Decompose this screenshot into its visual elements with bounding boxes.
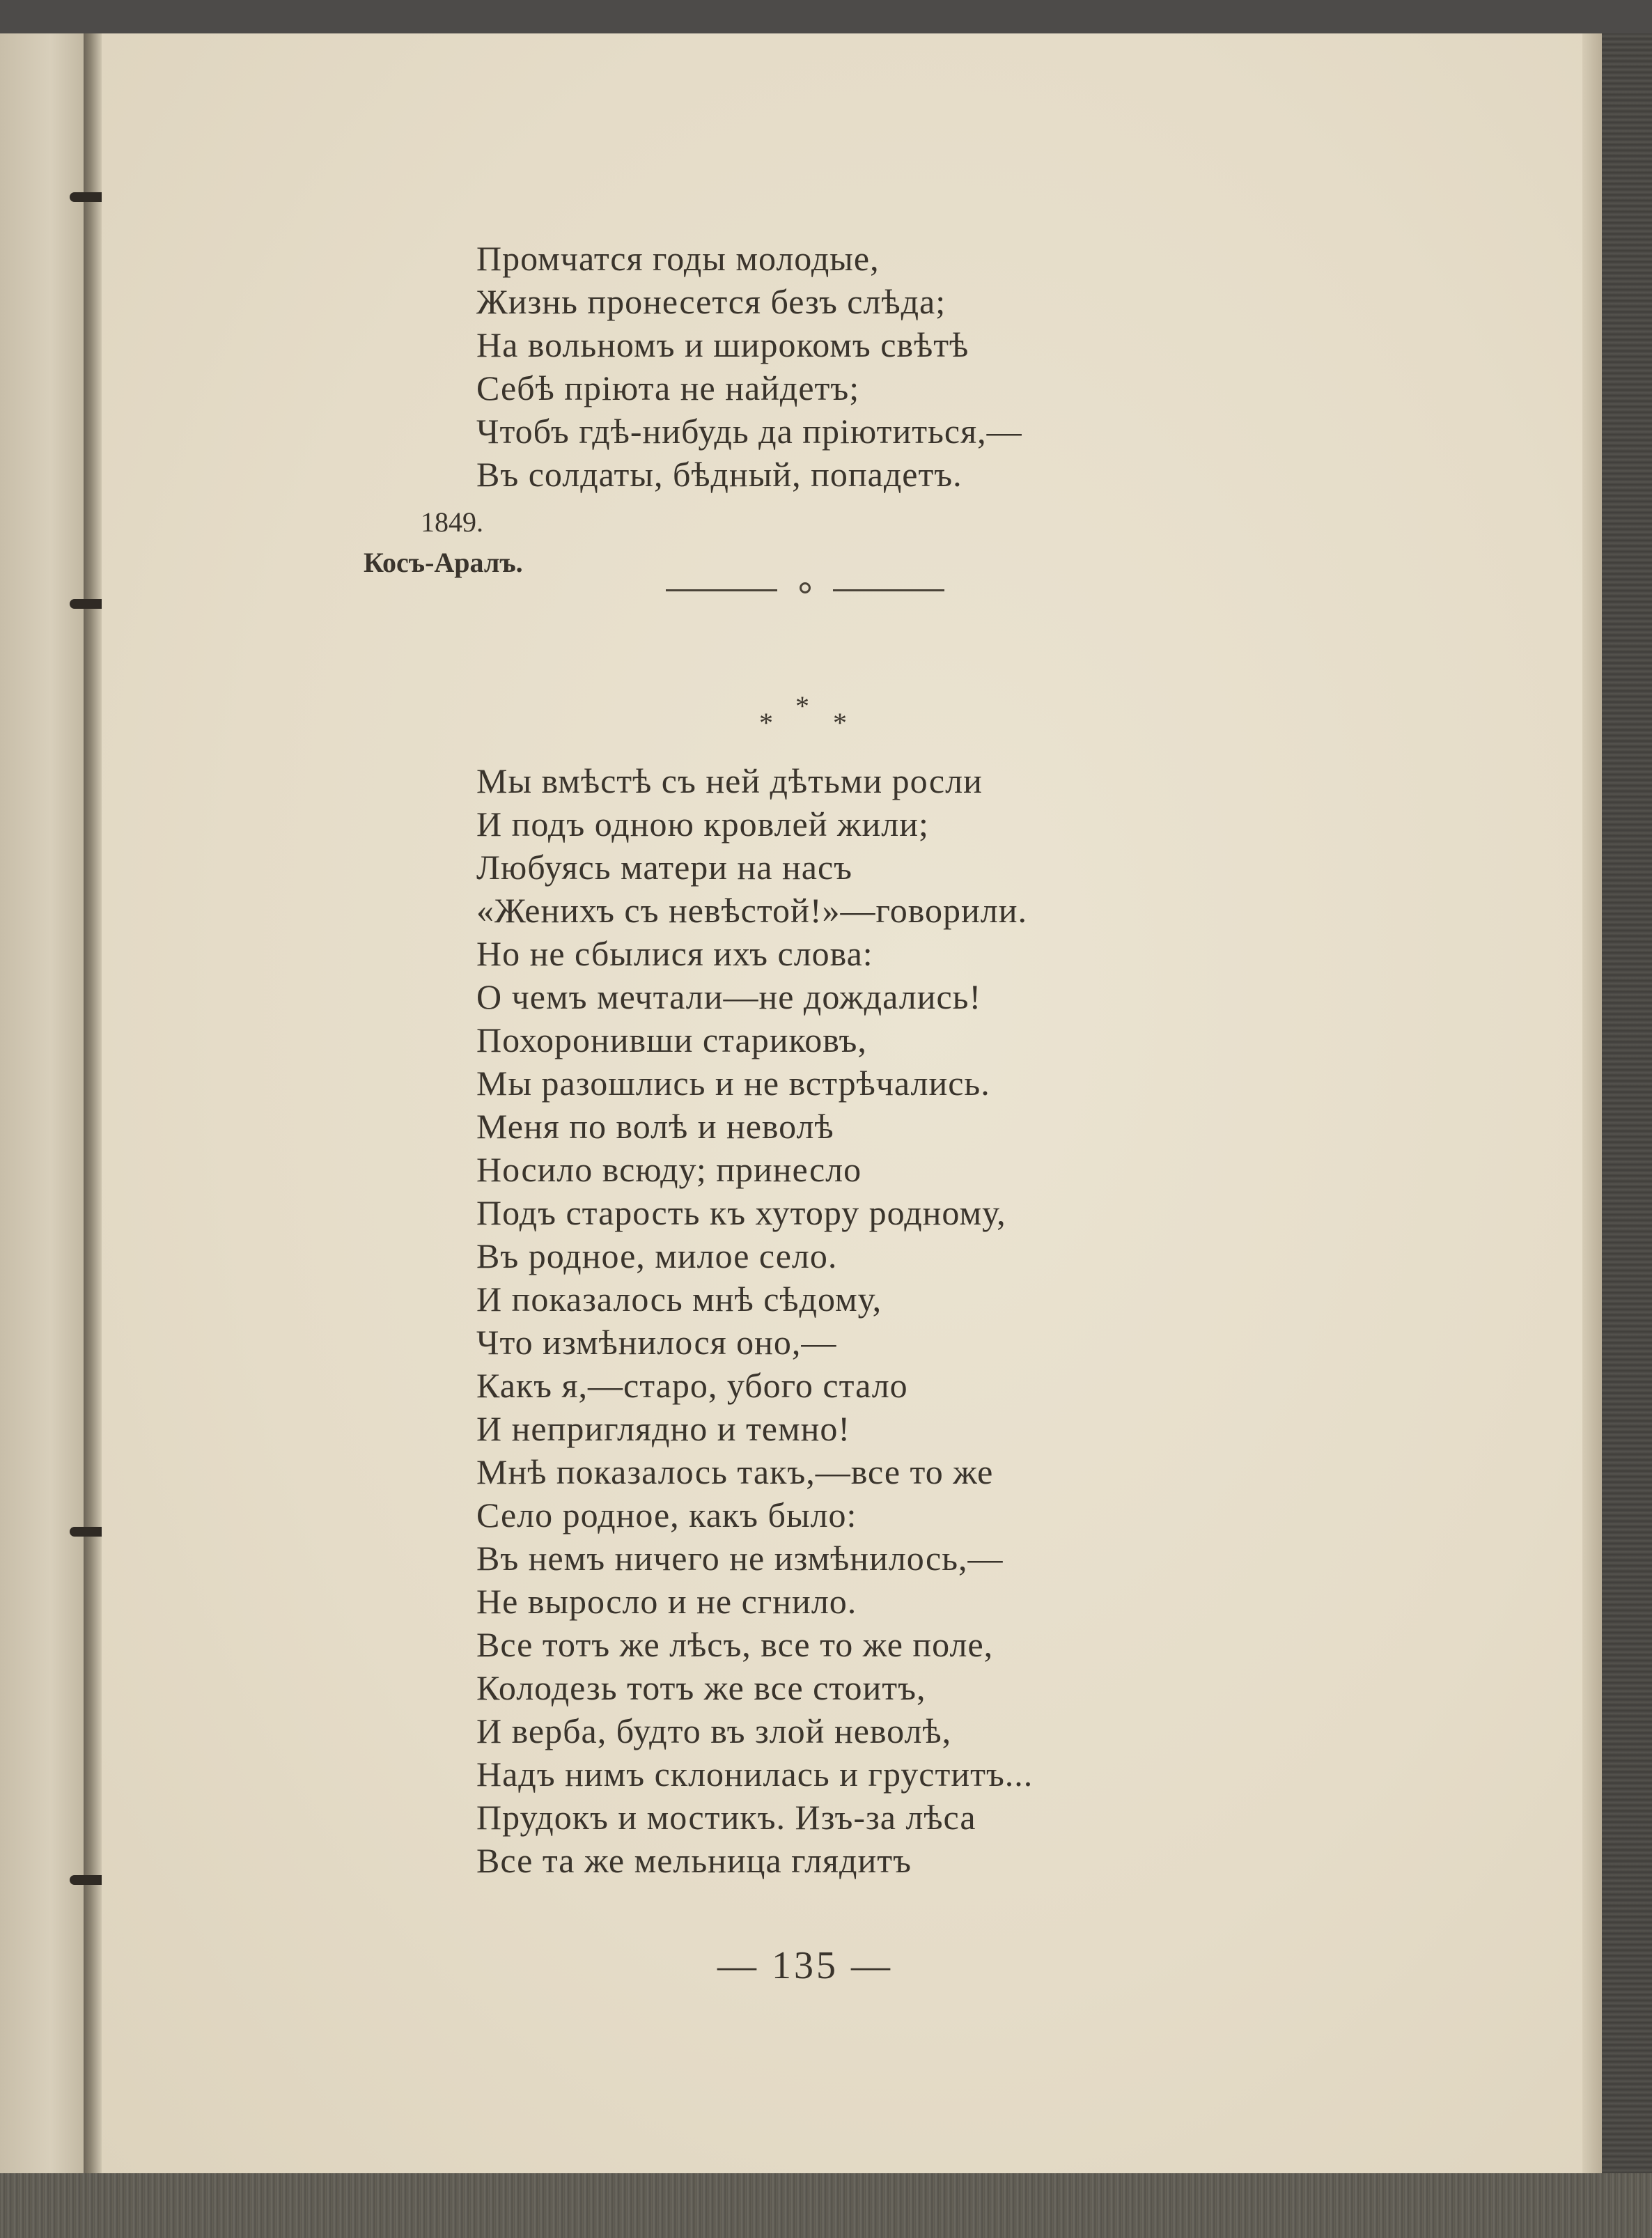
poem-line: Въ солдаты, бѣдный, попадетъ. (476, 455, 963, 494)
poem-line: Мы вмѣстѣ съ ней дѣтьми росли (476, 761, 983, 800)
poem-line: Въ немъ ничего не измѣнилось,— (476, 1539, 1004, 1578)
poem-line: О чемъ мечтали—не дождались! (476, 977, 982, 1016)
poem-line: Мы разошлись и не встрѣчались. (476, 1064, 990, 1103)
poem-line: Надъ нимъ склонилась и груститъ... (476, 1755, 1034, 1794)
poem-year: 1849. (421, 506, 483, 538)
poem-line: Въ родное, милое село. (476, 1236, 838, 1275)
poem-line: И неприглядно и темно! (476, 1409, 851, 1448)
page-number: — 135 — (717, 1944, 893, 1987)
poem-line: Меня по волѣ и неволѣ (476, 1107, 834, 1146)
poem-line: Себѣ пріюта не найдетъ; (476, 368, 860, 407)
poem-line: Но не сбылися ихъ слова: (476, 934, 873, 973)
asterisk: * (833, 707, 847, 738)
book-cover-cloth (1602, 33, 1652, 2173)
poem-line: Промчатся годы молодые, (476, 239, 880, 278)
poem-line: И подъ одною кровлей жили; (476, 805, 929, 844)
poem-line: Любуясь матери на насъ (476, 848, 852, 887)
poem-line: И верба, будто въ злой неволѣ, (476, 1711, 952, 1750)
poem-line: На вольномъ и широкомъ свѣтѣ (476, 325, 969, 364)
poem-stanza-1 (476, 237, 1022, 496)
poem-place: Косъ-Аралъ. (364, 547, 523, 578)
asterisk: * (759, 707, 773, 738)
poem-line: «Женихъ съ невѣстой!»—говорили. (476, 891, 1027, 930)
book-gutter (84, 33, 102, 2173)
poem-line: Все та же мельница глядитъ (476, 1841, 912, 1880)
poem-line: Что измѣнилося оно,— (476, 1323, 837, 1362)
facing-page-edge (0, 33, 92, 2173)
scan-top-border (0, 0, 1652, 33)
scan-bottom-border (0, 2173, 1652, 2238)
page-edge-shadow (1582, 33, 1602, 2173)
poem-line: Носило всюду; принесло (476, 1150, 862, 1189)
poem-stanza-2 (476, 759, 1033, 1882)
poem-line: И показалось мнѣ сѣдому, (476, 1280, 882, 1319)
asterism (752, 690, 850, 738)
divider-rule-left (666, 589, 777, 591)
asterisk: * (795, 690, 809, 722)
poem-line: Мнѣ показалось такъ,—все то же (476, 1452, 994, 1491)
divider-circle (800, 582, 811, 593)
section-divider (666, 589, 944, 592)
poem-line: Все тотъ же лѣсъ, все то же поле, (476, 1625, 994, 1664)
poem-line: Село родное, какъ было: (476, 1495, 857, 1534)
poem-line: Похоронивши стариковъ, (476, 1020, 867, 1059)
poem-line: Какъ я,—старо, убого стало (476, 1366, 908, 1405)
divider-rule-right (833, 589, 944, 591)
poem-line: Подъ старость къ хутору родному, (476, 1193, 1006, 1232)
poem-line: Прудокъ и мостикъ. Изъ-за лѣса (476, 1798, 976, 1837)
poem-line: Не выросло и не сгнило. (476, 1582, 857, 1621)
poem-line: Чтобъ гдѣ-нибудь да пріютиться,— (476, 412, 1022, 451)
poem-line: Жизнь пронесется безъ слѣда; (476, 282, 946, 321)
poem-line: Колодезь тотъ же все стоитъ, (476, 1668, 926, 1707)
